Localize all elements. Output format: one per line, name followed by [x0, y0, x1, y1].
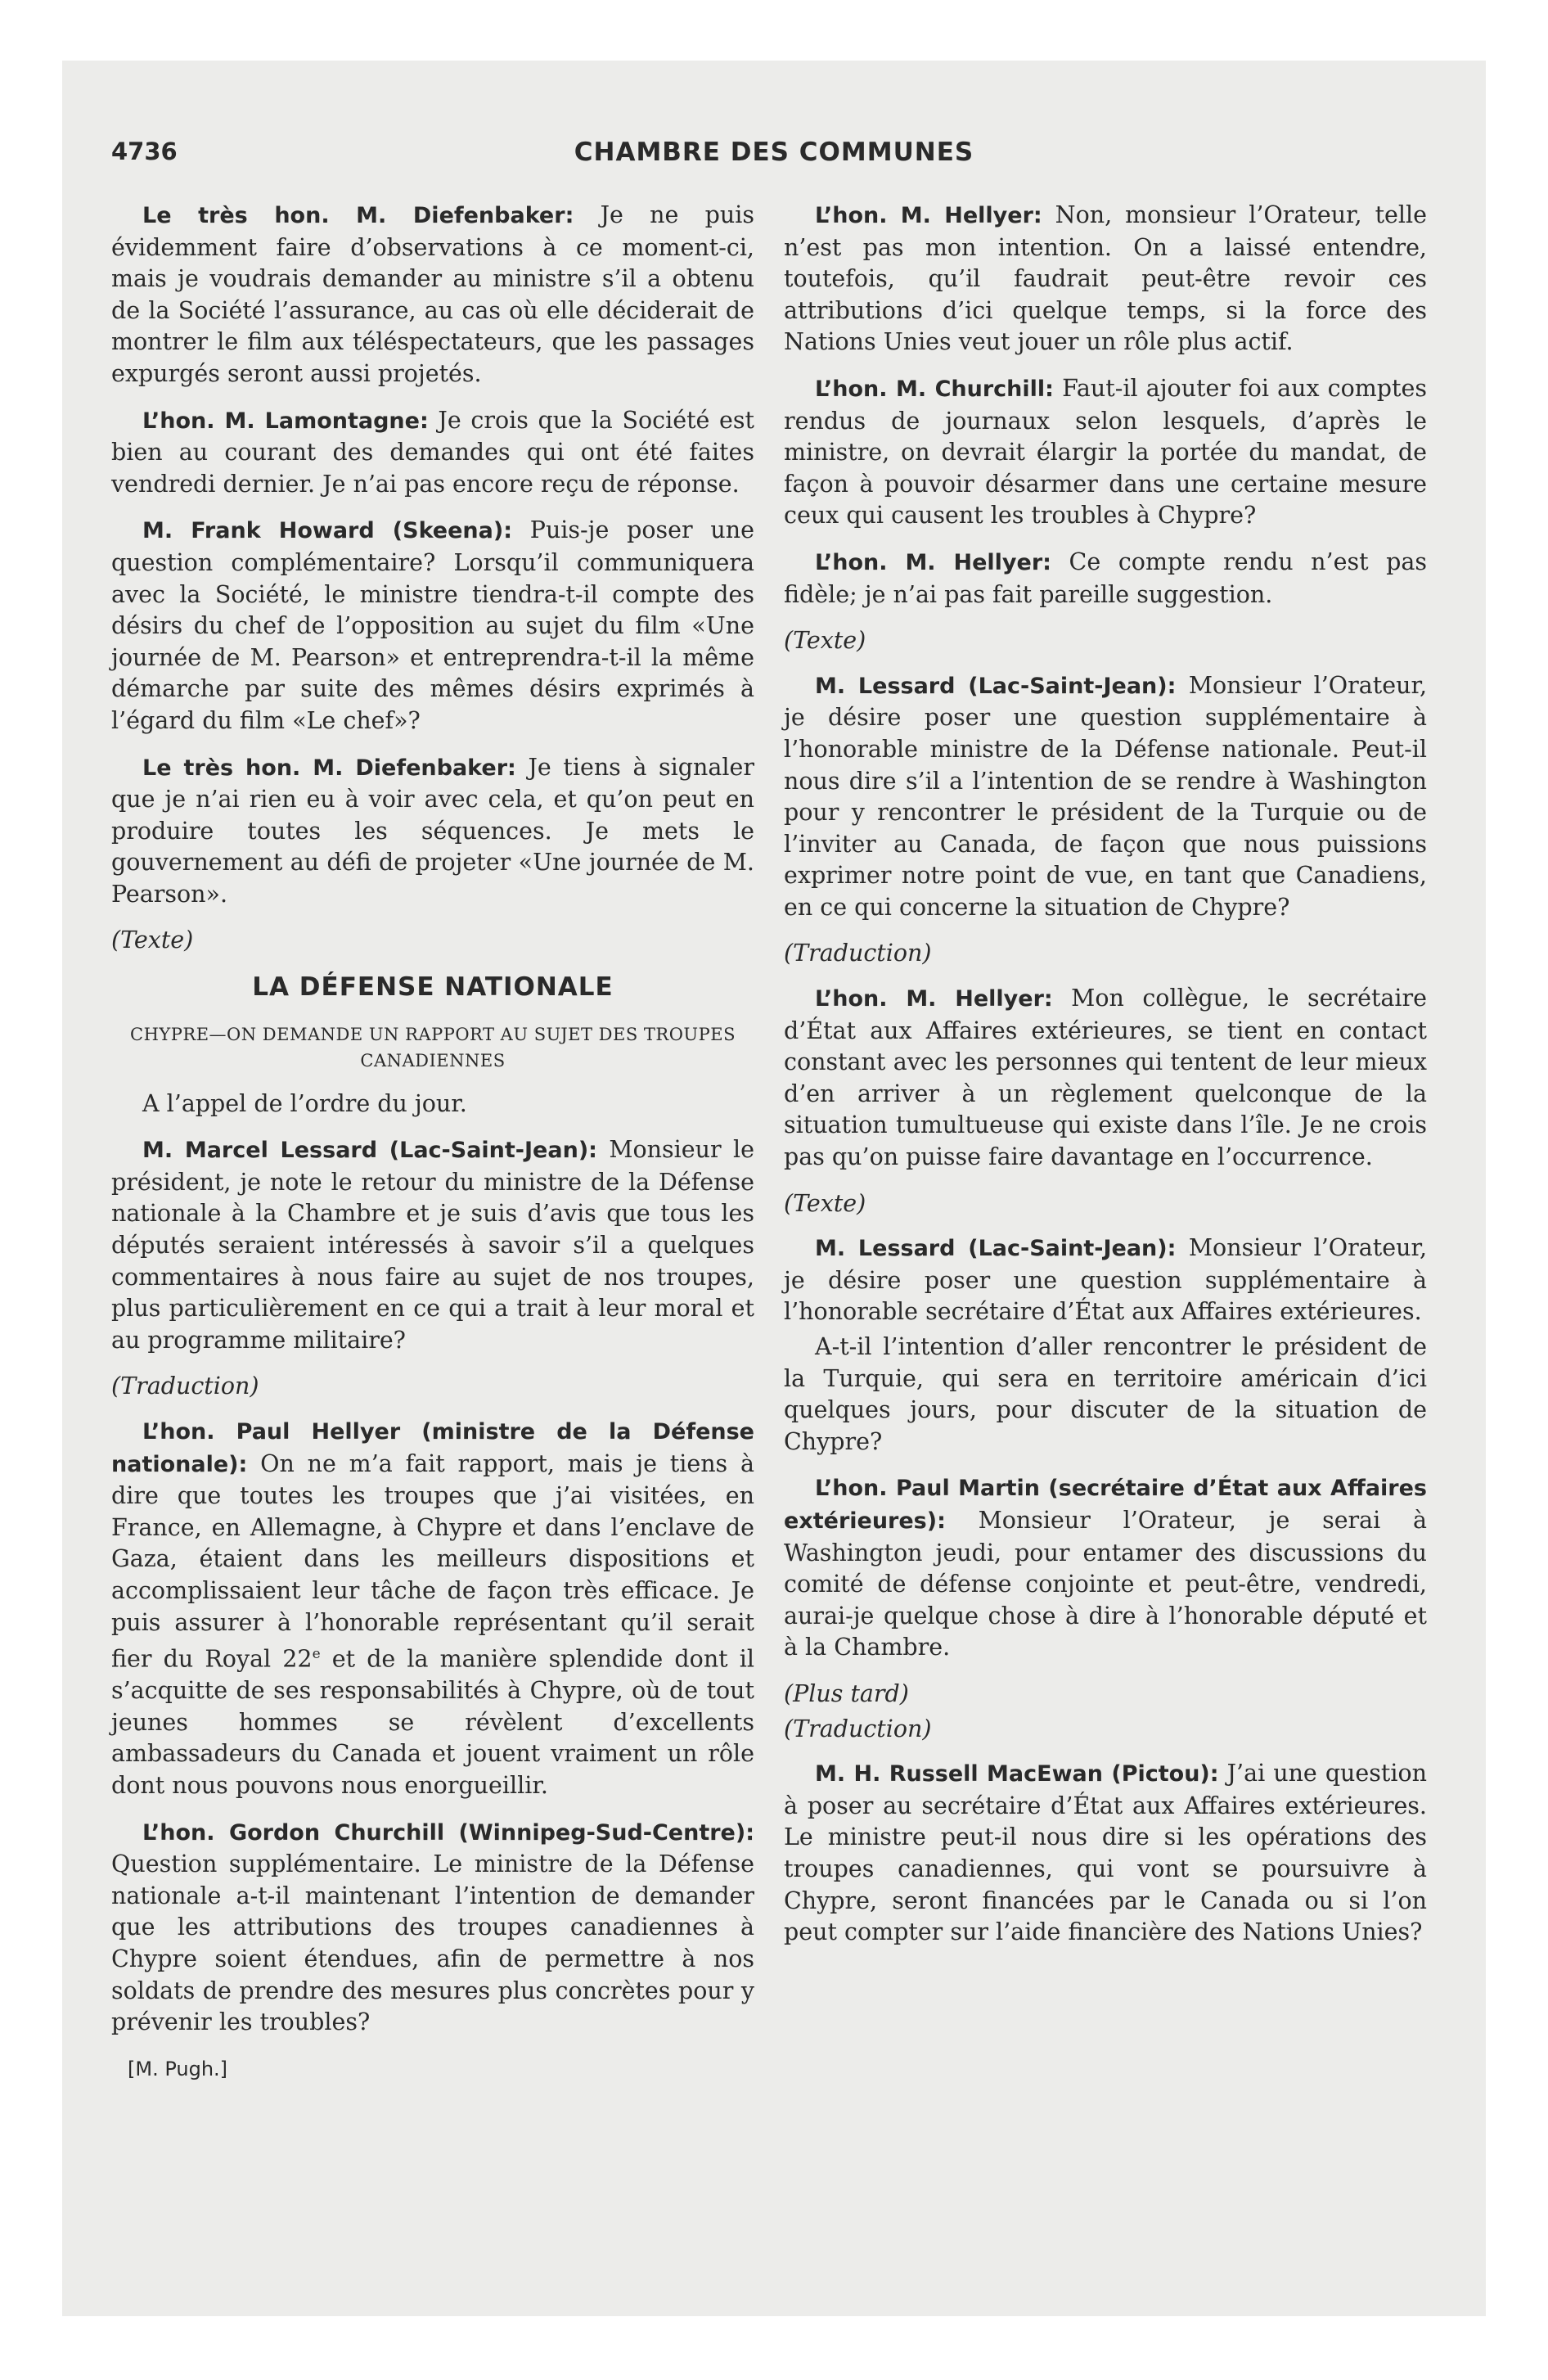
speaker-name: L’hon. Gordon Churchill (Winnipeg-Sud-Centre): — [142, 1819, 754, 1846]
page-header — [111, 137, 1437, 178]
paragraph — [111, 1416, 754, 1802]
speaker-name: L’hon. M. Lamontagne: — [142, 408, 429, 434]
paragraph: A l’appel de l’ordre du jour. — [142, 1089, 467, 1117]
speech-text: Je tiens à signaler que je n’ai rien eu à voir avec cela, et qu’on peut en produire toutes les séquences. Je mets le gouvernement au défi de projeter «Une journée de M. Pearson». — [111, 753, 754, 908]
speech-text: Monsieur le président, je note le retour du ministre de la Défense nationale à la Chambre et je suis d’avis que tous les députés seraient intéressés à savoir s’il a quelques commentaires à nous faire au sujet de nos troupes, plus particulièrement en ce qui a trait à leur moral et au programme militaire? — [111, 1136, 754, 1354]
page-number: 4736 — [111, 137, 178, 165]
speaker-name: L’hon. Paul Hellyer (ministre de la Défense nationale): — [111, 1419, 754, 1477]
speech-text: Mon collègue, le secrétaire d’État aux Affaires extérieures, se tient en contact constant avec les personnes qui tentent de leur mieux d’en arriver à un règlement quelconque de la situation tumultueuse qui existe dans l’île. Je ne crois pas qu’on puisse faire davantage en l’occurrence. — [784, 985, 1427, 1171]
paragraph — [111, 200, 754, 390]
running-title: CHAMBRE DES COMMUNES — [574, 137, 974, 167]
speech-text: Monsieur l’Orateur, je désire poser une question supplémentaire à l’honorable secrétaire d’État aux Affaires extérieures. — [784, 1234, 1427, 1326]
speech-text: Ce compte rendu n’est pas fidèle; je n’ai pas fait pareille suggestion. — [784, 548, 1427, 608]
speaker-name: L’hon. M. Hellyer: — [815, 986, 1053, 1012]
section-heading: LA DÉFENSE NATIONALE — [252, 972, 614, 1003]
speaker-note: [M. Pugh.] — [128, 2057, 228, 2080]
speech-text: Je crois que la Société est bien au courant des demandes qui ont été faites vendredi dernier. Je n’ai pas encore reçu de réponse. — [111, 406, 755, 498]
speaker-name: L’hon. M. Hellyer: — [815, 203, 1042, 228]
speaker-name: M. H. Russell MacEwan (Pictou): — [815, 1761, 1219, 1787]
language-label: (Texte) — [784, 627, 866, 655]
speech-text: J’ai une question à poser au secrétaire d’État aux Affaires extérieures. Le ministre peut-il nous dire si les opérations des troupes canadiennes, qui vont se poursuivre à Chypre, seront financées par le Canada ou si l’on peut compter sur l’aide financière des Nations Unies? — [784, 1760, 1427, 1946]
paragraph — [784, 373, 1427, 532]
superscript: e — [312, 1646, 321, 1663]
paragraph — [111, 405, 754, 501]
language-label: (Traduction) — [784, 1715, 932, 1742]
speaker-name: Le très hon. M. Diefenbaker: — [142, 203, 574, 228]
speech-text: Puis-je poser une question complémentaire? Lorsqu’il communiquera avec la Société, le ministre tiendra-t-il compte des désirs du chef de l’opposition au sujet du film «Une journée de M. Pearson» et entreprendra-t-il la même démarche par suite des mêmes désirs exprimés à l’égard du film «Le chef»? — [111, 516, 754, 734]
speech-text: On ne m’a fait rapport, mais je tiens à dire que toutes les troupes que j’ai visitées, en France, en Allemagne, à Chypre et dans l’enclave de Gaza, étaient dans les meilleurs dispositions et accomplissaient leur tâche de façon très efficace. Je puis assurer à l’honorable représentant qu’il serait fier du Royal 22 — [111, 1449, 754, 1673]
language-label: (Texte) — [784, 1189, 866, 1217]
speaker-name: M. Marcel Lessard (Lac-Saint-Jean): — [142, 1138, 597, 1164]
paragraph — [111, 1817, 754, 2039]
speaker-name: M. Lessard (Lac-Saint-Jean): — [815, 1236, 1177, 1262]
speech-text: Je ne puis évidemment faire d’observations à ce moment-ci, mais je voudrais demander au ministre s’il a obtenu de la Société l’assurance, au cas où elle déciderait de montrer le film aux téléspectateurs, que les passages expurgés seront aussi projetés. — [111, 201, 755, 387]
language-label: (Traduction) — [111, 1373, 259, 1400]
speaker-name: Le très hon. M. Diefenbaker: — [142, 755, 516, 781]
time-label: (Plus tard) — [784, 1679, 909, 1707]
paragraph — [784, 1233, 1427, 1328]
speaker-name: L’hon. M. Hellyer: — [815, 549, 1051, 575]
speaker-name: M. Frank Howard (Skeena): — [142, 518, 513, 544]
language-label: (Traduction) — [784, 940, 932, 967]
right-column — [784, 200, 1427, 1963]
paragraph — [784, 1472, 1427, 1664]
speech-text: Faut-il ajouter foi aux comptes rendus de journaux selon lesquels, d’après le ministre, on devrait élargir la portée du mandat, de façon à pouvoir désarmer dans une certaine mesure ceux qui causent les troubles à Chypre? — [784, 374, 1427, 530]
paragraph — [111, 752, 754, 911]
paragraph — [784, 1758, 1427, 1949]
speech-text: Monsieur l’Orateur, je désire poser une question supplémentaire à l’honorable ministre de la Défense nationale. Peut-il nous dire s’il a l’intention de se rendre à Washington pour y rencontrer le président de la Turquie ou de l’inviter au Canada, de façon que nous puissions exprimer notre point de vue, en tant que Canadiens, en ce qui concerne la situation de Chypre? — [784, 671, 1427, 921]
paragraph — [784, 670, 1427, 924]
section-subheading: CHYPRE—ON DEMANDE UN RAPPORT AU SUJET DES TROUPES CANADIENNES — [130, 1024, 736, 1071]
paragraph — [784, 200, 1427, 358]
paragraph — [784, 547, 1427, 611]
speech-text: Non, monsieur l’Orateur, telle n’est pas mon intention. On a laissé entendre, toutefois, qu’il faudrait peut-être revoir ces attributions d’ici quelque temps, si la force des Nations Unies veut jouer un rôle plus actif. — [784, 201, 1427, 356]
paragraph — [784, 983, 1427, 1174]
speaker-name: L’hon. M. Churchill: — [815, 376, 1054, 402]
speech-text: et de la manière splendide dont il s’acquitte de ses responsabilités à Chypre, où de tout jeunes hommes se révèlent d’excellents ambassadeurs du Canada et jouent vraiment un rôle dont nous pouvons nous enorgueillir. — [111, 1645, 754, 1800]
paragraph: A-t-il l’intention d’aller rencontrer le président de la Turquie, qui sera en territoire américain d’ici quelques jours, pour discuter de la situation de Chypre? — [784, 1333, 1427, 1455]
speech-text: Monsieur l’Orateur, je serai à Washington jeudi, pour entamer des discussions du comité de défense conjointe et peut-être, vendredi, aurai-je quelque chose à dire à l’honorable député et à la Chambre. — [784, 1506, 1427, 1661]
speaker-name: M. Lessard (Lac-Saint-Jean): — [815, 673, 1177, 699]
speech-text: Question supplémentaire. Le ministre de la Défense nationale a-t-il maintenant l’intention de demander que les attributions des troupes canadiennes à Chypre soient étendues, afin de permettre à nos soldats de prendre des mesures plus concrètes pour y prévenir les troubles? — [111, 1850, 754, 2036]
paragraph — [111, 515, 754, 737]
left-column — [111, 200, 754, 2099]
speaker-name: L’hon. Paul Martin (secrétaire d’État aux Affaires extérieures): — [784, 1476, 1427, 1534]
paragraph — [111, 1134, 754, 1356]
language-label: (Texte) — [111, 926, 194, 954]
